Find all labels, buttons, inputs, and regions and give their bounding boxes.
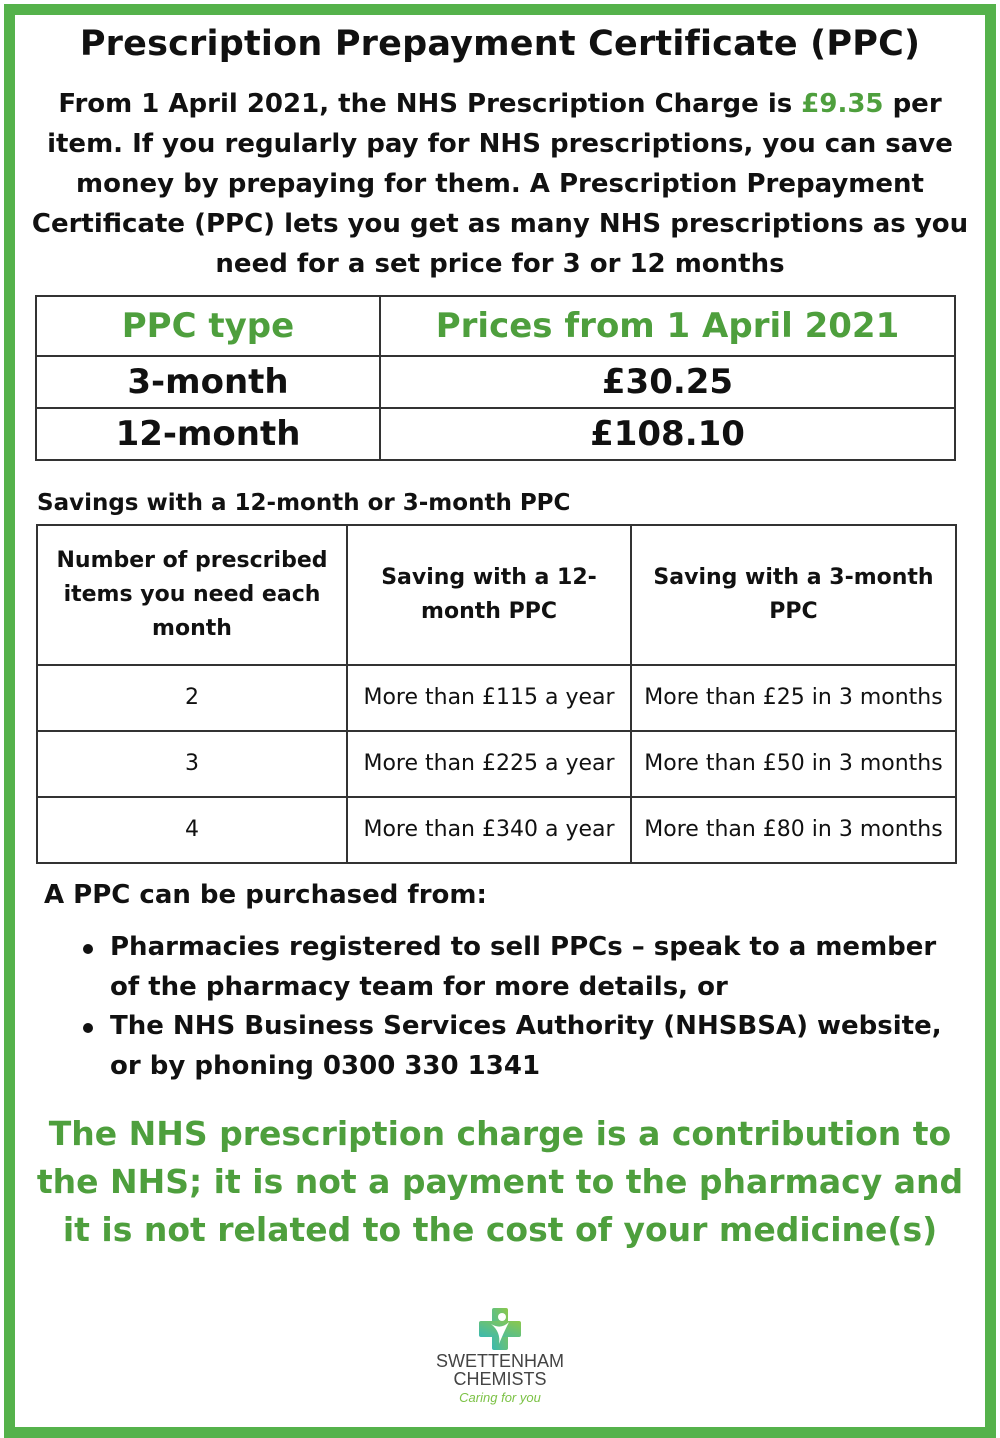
intro-paragraph [30,84,970,284]
purchase-heading: A PPC can be purchased from: [44,880,487,910]
savings-heading: Savings with a 12-month or 3-month PPC [37,490,571,516]
ppc-type-cell: 12-month [36,408,380,460]
logo-tagline: Caring for you [459,1390,541,1405]
header-items-per-month: Number of prescribed items you need each month [37,525,347,665]
list-item-text: Pharmacies registered to sell PPCs – speak to a member of the pharmacy team for more details, or [110,932,937,1002]
contribution-note: The NHS prescription charge is a contribution to the NHS; it is not a payment to the pharmacy and it is not related to the cost of your medicine(s) [36,1114,964,1249]
items-cell: 2 [37,665,347,731]
table-header-row [37,525,956,665]
purchase-options-list [80,928,960,1086]
saving-3-month-cell: More than £50 in 3 months [631,731,956,797]
header-3-month-saving: Saving with a 3-month PPC [631,525,956,665]
table-row [37,797,956,863]
list-item-text: The NHS Business Services Authority (NHSBSA) website, or by phoning 0300 330 1341 [110,1011,942,1081]
ppc-price-table [35,295,956,461]
header-12-month-saving: Saving with a 12-month PPC [347,525,631,665]
table-row [37,665,956,731]
intro-text-end: per item. If you regularly pay for NHS prescriptions, you can save money by prepaying for them. A Prescription Prepayment Certificate (PPC) lets you get as many NHS prescriptions as you need for a set price for 3 or 12 months [31,89,969,279]
prescription-charge-price: £9.35 [801,89,884,119]
bullet-icon [83,1023,93,1033]
swettenham-chemists-logo [400,1306,600,1405]
header-prices: Prices from 1 April 2021 [380,296,955,356]
saving-3-month-cell: More than £25 in 3 months [631,665,956,731]
saving-12-month-cell: More than £115 a year [347,665,631,731]
list-item [80,928,960,1007]
page-title: Prescription Prepayment Certificate (PPC) [79,24,921,64]
price-cell: £108.10 [380,408,955,460]
saving-12-month-cell: More than £340 a year [347,797,631,863]
savings-table [36,524,957,864]
saving-12-month-cell: More than £225 a year [347,731,631,797]
table-row [37,731,956,797]
table-row [36,356,955,408]
items-cell: 4 [37,797,347,863]
saving-3-month-cell: More than £80 in 3 months [631,797,956,863]
bullet-icon [83,944,93,954]
pharmacy-cross-icon [477,1306,523,1352]
intro-text-start: From 1 April 2021, the NHS Prescription Charge is [58,89,802,119]
table-header-row [36,296,955,356]
price-cell: £30.25 [380,356,955,408]
ppc-type-cell: 3-month [36,356,380,408]
header-ppc-type: PPC type [36,296,380,356]
list-item [80,1007,960,1086]
logo-text-line1: SWETTENHAM [436,1351,564,1371]
logo-text-line2: CHEMISTS [453,1369,547,1389]
table-row [36,408,955,460]
items-cell: 3 [37,731,347,797]
